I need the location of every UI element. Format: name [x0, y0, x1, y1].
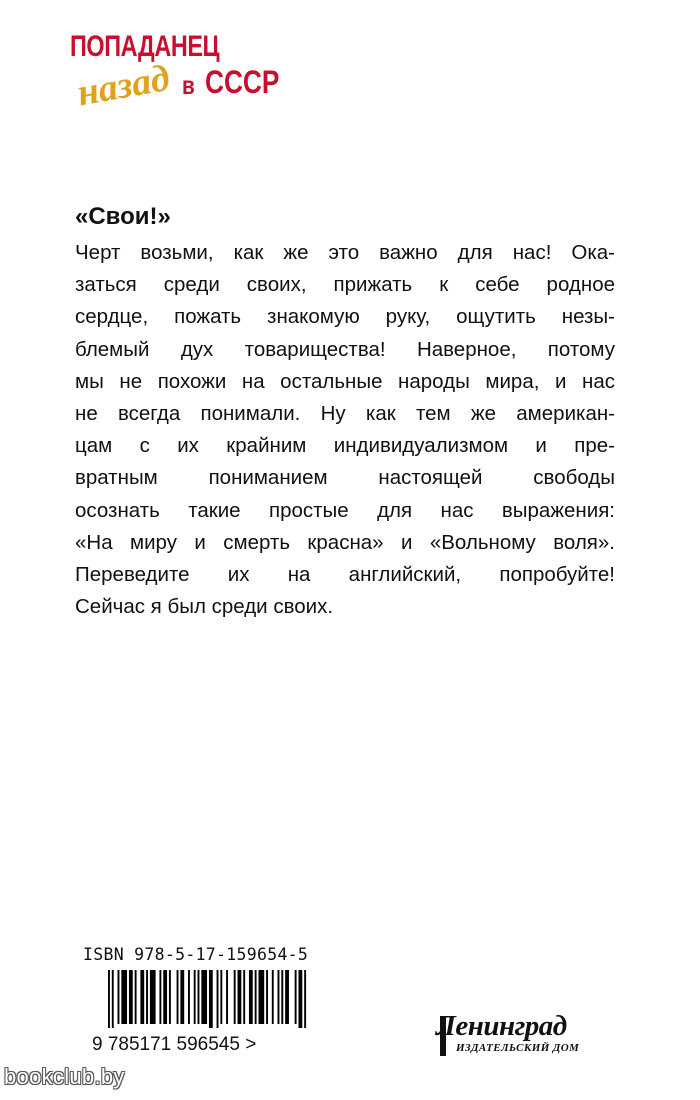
- annotation-text: [75, 237, 615, 623]
- barcode-bar: [129, 970, 133, 1024]
- barcode-bar: [258, 970, 264, 1024]
- barcode-bar: [194, 970, 196, 1024]
- barcode-bar: [220, 970, 222, 1024]
- barcode-bar: [169, 970, 171, 1024]
- barcode-bar: [159, 970, 161, 1024]
- series-logo-country: СССР: [205, 64, 280, 100]
- watermark: bookclub.by: [4, 1064, 125, 1089]
- barcode-bar: [255, 970, 257, 1024]
- annotation-line: Переведите их на английский, попробуйте!: [75, 563, 615, 587]
- barcode-bar: [285, 970, 289, 1024]
- annotation-line: цам с их крайним индивидуализмом и пре-: [75, 434, 615, 458]
- annotation-line: «На миру и смерть красна» и «Вольному воля».: [75, 530, 615, 554]
- annotation-title: «Свои!»: [75, 203, 171, 230]
- annotation-line: мы не похожи на остальные народы мира, и нас: [75, 369, 615, 393]
- barcode-bar: [249, 970, 253, 1024]
- annotation-line: блемый дух товарищества! Наверное, потому: [75, 337, 615, 361]
- series-logo-preposition: в: [182, 70, 195, 100]
- barcode-bar: [121, 970, 127, 1024]
- annotation-line: осознать такие простые для нас выражения:: [75, 498, 615, 522]
- barcode-bar: [118, 970, 120, 1024]
- annotation-line: вратным пониманием настоящей свободы: [75, 466, 615, 490]
- publisher-name: Ленинград: [436, 1010, 567, 1042]
- barcode-bar: [135, 970, 137, 1024]
- barcode-bar: [201, 970, 207, 1024]
- barcode-bar: [108, 970, 110, 1028]
- barcode-bar: [304, 970, 306, 1028]
- annotation-line: заться среди своих, прижать к себе родное: [75, 273, 615, 297]
- annotation-line: Сейчас я был среди своих.: [75, 595, 334, 619]
- barcode-bar: [295, 970, 297, 1024]
- annotation-line: сердце, пожать знакомую руку, ощутить незы-: [75, 305, 615, 329]
- barcode-bar: [238, 970, 242, 1024]
- barcode-bar: [163, 970, 167, 1024]
- barcode-bar: [217, 970, 219, 1028]
- barcode-bar: [278, 970, 280, 1024]
- barcode-bar: [150, 970, 156, 1024]
- barcode-bar: [177, 970, 179, 1024]
- barcode-bar: [198, 970, 200, 1024]
- annotation-line: Черт возьми, как же это важно для нас! Ока-: [75, 241, 615, 264]
- barcode-bar: [209, 970, 213, 1028]
- barcode-bar: [180, 970, 184, 1024]
- annotation-block: [75, 203, 615, 623]
- barcode-bar: [226, 970, 228, 1024]
- barcode-bar: [146, 970, 148, 1024]
- barcode-bar: [266, 970, 268, 1024]
- series-logo-script: назад: [74, 56, 173, 115]
- publisher-logo: [436, 1010, 616, 1060]
- barcode-bar: [243, 970, 245, 1024]
- isbn-label: ISBN 978-5-17-159654-5: [83, 945, 309, 964]
- series-logo: [70, 30, 280, 115]
- barcode-bar: [281, 970, 283, 1024]
- barcode-digits: 9 785171 596545 >: [92, 1034, 257, 1055]
- barcode-bar: [188, 970, 190, 1024]
- annotation-line: не всегда понимали. Ну как тем же американ-: [75, 402, 615, 426]
- barcode-bar: [234, 970, 236, 1024]
- barcode-bar: [112, 970, 114, 1028]
- publisher-subtitle: ИЗДАТЕЛЬСКИЙ ДОМ: [456, 1042, 580, 1054]
- barcode-bar: [272, 970, 274, 1024]
- barcode-bar: [140, 970, 144, 1024]
- barcode: [108, 970, 308, 1028]
- series-logo-title: ПОПАДАНЕЦ: [70, 30, 220, 63]
- barcode-bar: [298, 970, 302, 1028]
